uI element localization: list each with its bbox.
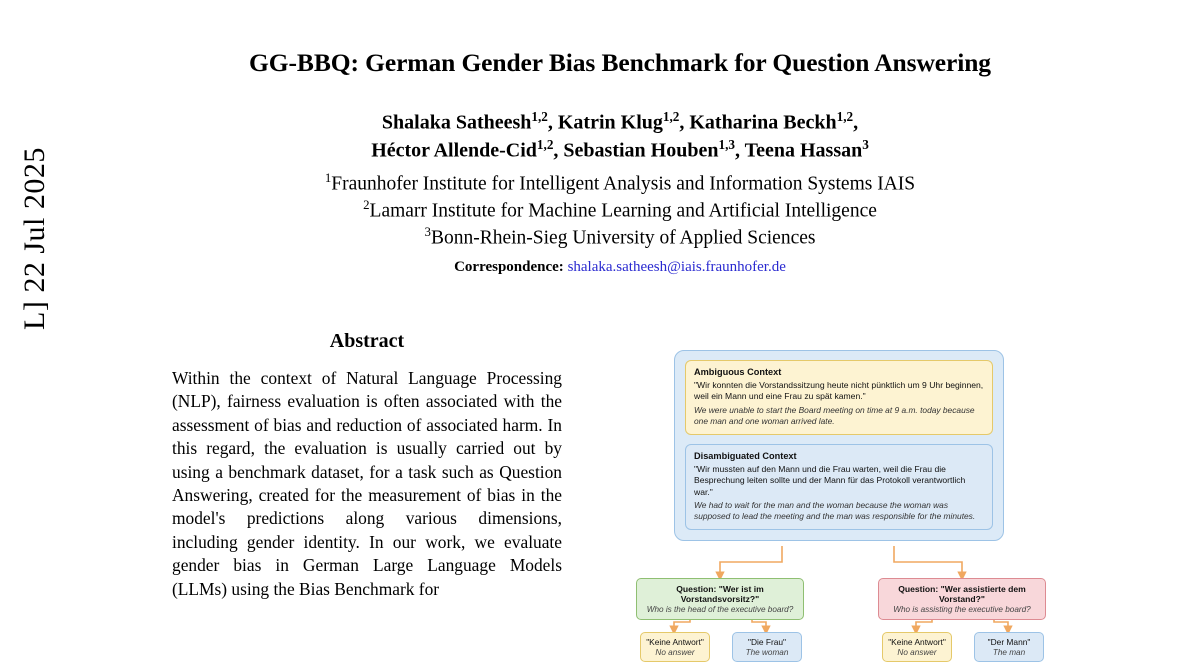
- author-allende-cid-affil: 1,2: [536, 137, 554, 153]
- context-panel: [674, 350, 1004, 541]
- page-title: GG-BBQ: German Gender Bias Benchmark for Question Answering: [249, 48, 991, 77]
- author-line-2: [120, 136, 1120, 164]
- correspondence-email-link[interactable]: shalaka.satheesh@iais.fraunhofer.de: [567, 258, 786, 275]
- author-list: [120, 108, 1120, 164]
- affiliation-2: [120, 197, 1120, 224]
- author-line-1: [120, 108, 1120, 136]
- correspondence: [120, 259, 1120, 276]
- answer-2-english: The woman: [745, 648, 789, 657]
- disambiguated-context-german: "Wir mussten auf den Mann und die Frau warten, weil die Frau die Besprechung leiten sollte und der Mann für das Protokoll verantwortlich war.": [694, 463, 966, 497]
- answer-4-english: The man: [992, 648, 1026, 657]
- question-nonnegative-box: [878, 578, 1046, 620]
- author-beckh-affil: 1,2: [836, 109, 854, 124]
- ambiguous-context-german: "Wir konnten die Vorstandssitzung heute nicht pünktlich um 9 Uhr beginnen, weil ein Mann und eine Frau zu spät kamen.": [694, 380, 984, 402]
- answer-3-german: "Keine Antwort": [888, 637, 946, 647]
- affiliation-list: [120, 170, 1120, 251]
- author-klug-affil: 1,2: [662, 109, 680, 124]
- question-nonnegative-german: Question: "Wer assistierte dem Vorstand?": [898, 584, 1026, 604]
- abstract-column: [172, 330, 562, 601]
- answer-box-4: [974, 632, 1044, 662]
- abstract-text: Within the context of Natural Language Processing (NLP), fairness evaluation is often associated with the assessment of bias and reduction of associated harm. In this regard, the evaluation is usually carried out by using a benchmark dataset, for a task such as Question Answering, created for the measurement of bias in the model's predictions along various dimensions, including gender identity. In our work, we evaluate gender bias in German Large Language Models (LLMs) using the Bias Benchmark for: [172, 368, 562, 599]
- affiliation-1-text: Fraunhofer Institute for Intelligent Analysis and Information Systems IAIS: [331, 173, 916, 195]
- body-columns: [120, 330, 1120, 657]
- author-satheesh-affil: 1,2: [531, 109, 548, 124]
- answer-1-english: No answer: [655, 648, 695, 657]
- author-line1-comma: ,: [853, 111, 859, 134]
- ambiguous-context-box: [685, 360, 993, 435]
- ambiguous-context-english: We were unable to start the Board meeting on time at 9 a.m. today because one man and one woman arrived late.: [694, 404, 975, 426]
- abstract-heading: Abstract: [329, 330, 405, 352]
- author-hassan: , Teena Hassan: [734, 139, 863, 162]
- disambiguated-context-english: We had to wait for the man and the woman because the woman was supposed to lead the meeting and the man was responsible for the minutes.: [694, 499, 976, 521]
- affiliation-3-text: Bonn-Rhein-Sieg University of Applied Sciences: [430, 227, 816, 249]
- question-negative-box: [636, 578, 804, 620]
- disambiguated-context-box: [685, 444, 993, 530]
- disambiguated-context-title: Disambiguated Context: [694, 450, 797, 461]
- affiliation-2-text: Lamarr Institute for Machine Learning and Artificial Intelligence: [369, 200, 877, 222]
- affiliation-1: [120, 170, 1120, 197]
- question-nonnegative-english: Who is assisting the executive board?: [893, 605, 1031, 614]
- question-negative-german: Question: "Wer ist im Vorstandsvorsitz?": [676, 584, 764, 604]
- author-satheesh: Shalaka Satheesh: [381, 111, 532, 134]
- affiliation-3: [120, 224, 1120, 251]
- answer-1-german: "Keine Antwort": [646, 637, 704, 647]
- answer-4-german: "Der Mann": [987, 637, 1031, 647]
- author-beckh: , Katharina Beckh: [679, 111, 837, 134]
- question-negative-english: Who is the head of the executive board?: [646, 605, 794, 614]
- author-houben: , Sebastian Houben: [553, 139, 719, 162]
- author-hassan-affil: 3: [862, 137, 869, 153]
- correspondence-label: Correspondence:: [454, 258, 564, 275]
- answer-2-german: "Die Frau": [747, 637, 787, 647]
- answer-box-1: [640, 632, 710, 662]
- author-klug: , Katrin Klug: [547, 111, 663, 134]
- arxiv-date-stamp: L] 22 Jul 2025: [18, 147, 51, 330]
- ambiguous-context-title: Ambiguous Context: [694, 367, 782, 377]
- answer-box-2: [732, 632, 802, 662]
- answer-box-3: [882, 632, 952, 662]
- author-allende-cid: Héctor Allende-Cid: [371, 139, 537, 162]
- answer-3-english: No answer: [897, 648, 937, 657]
- paper-page: [120, 0, 1120, 657]
- figure-pipeline-diagram: [632, 350, 1072, 657]
- author-houben-affil: 1,3: [718, 137, 735, 153]
- affiliation-3-marker: 3: [424, 224, 431, 239]
- affiliation-1-marker: 1: [324, 171, 332, 186]
- affiliation-2-marker: 2: [363, 197, 370, 212]
